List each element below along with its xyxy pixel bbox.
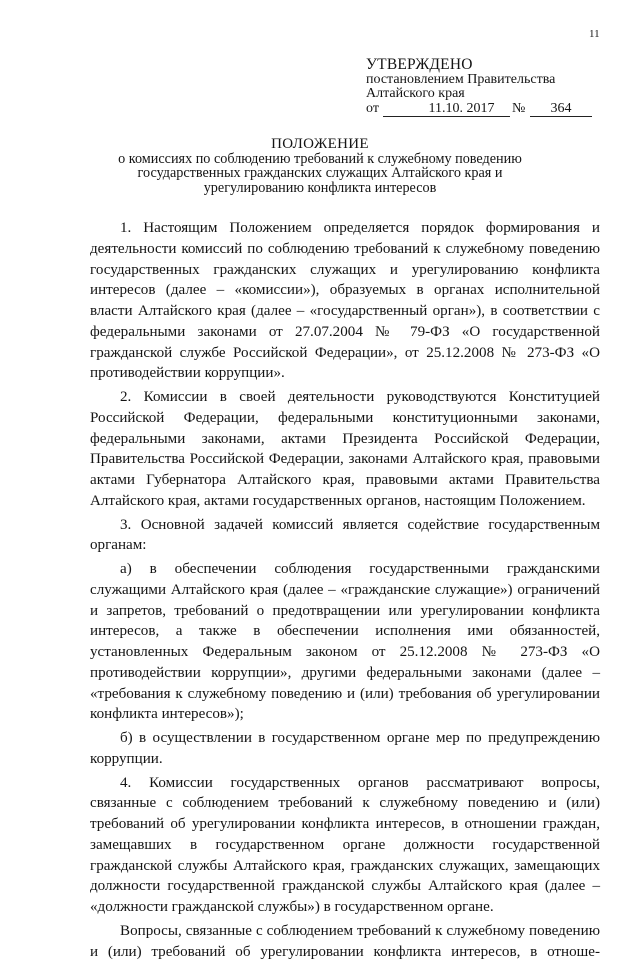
approval-stamp bbox=[366, 56, 616, 119]
number-sign: № bbox=[512, 101, 526, 116]
title-heading: ПОЛОЖЕНИЕ bbox=[271, 136, 369, 152]
approval-heading: УТВЕРЖДЕНО bbox=[366, 56, 473, 73]
approval-number: 364 bbox=[530, 101, 592, 117]
page-number: 11 bbox=[589, 28, 600, 40]
date-prefix: от bbox=[366, 101, 379, 116]
paragraph-3b: б) в осуществлении в государственном органе мер по предупреждению коррупции. bbox=[90, 730, 600, 767]
paragraph-3: 3. Основной задачей комиссий является содействие государственным органам: bbox=[90, 516, 600, 554]
paragraph-3a: а) в обеспечении соблюдения государственными гражданскими служащими Алтайского края (далее – «гражданские служащие») ограничений и запретов, требований о предотвращении или урегулировании конфликта интересов, а также в обеспечении исполнения ими обязанностей, установленных Федеральным законом от 25.12.2008 № 273-ФЗ «О противодействии коррупции», другими федеральными законами (далее – «требования к служебному поведению и (или) требования об урегулировании конфликта интересов»); bbox=[90, 561, 600, 723]
title-subtitle-line: урегулированию конфликта интересов bbox=[203, 179, 437, 196]
approval-line-2: Алтайского края bbox=[366, 86, 465, 101]
paragraph-1: 1. Настоящим Положением определяется порядок формирования и деятельности комиссий по соблюдению требований к служебному поведению государственных гражданских служащих и урегулированию конфликта интересов (далее – «комиссии»), образуемых в органах исполнительной власти Алтайского края (далее – «государственный орган»), в соответствии с федеральными законами от 27.07.2004 № 79-ФЗ «О государственной гражданской службе Российской Федерации», от 25.12.2008 № 273-ФЗ «О противодействии коррупции». bbox=[90, 220, 600, 382]
paragraph-2: 2. Комиссии в своей деятельности руководствуются Конституцией Российской Федерации, федеральными конституционными законами, федеральными законами, актами Президента Российской Федерации, Правительства Российской Федерации, законами Алтайского края, правовыми актами Губернатора Алтайского края, правовыми актами Правительства Алтайского края, актами государственных органов, настоящим Положением. bbox=[90, 389, 600, 509]
approval-date: 11.10. 2017 bbox=[383, 101, 510, 117]
document-title bbox=[0, 137, 640, 195]
title-subtitle-line: государственных гражданских служащих Алтайского края и bbox=[137, 165, 503, 182]
document-body bbox=[90, 218, 600, 962]
paragraph-5: Вопросы, связанные с соблюдением требований к служебному поведению и (или) требований об урегулировании конфликта интересов, в отноше- bbox=[90, 922, 600, 960]
approval-line-1: постановлением Правительства bbox=[366, 72, 556, 87]
paragraph-4: 4. Комиссии государственных органов рассматривают вопросы, связанные с соблюдением требований к служебному поведению и (или) требований об урегулировании конфликта интересов, в отношении граждан, замещавших в государственном органе должности государственной гражданской службы Алтайского края, гражданских служащих, замещающих должности государственной гражданской службы Алтайского края (далее – «должности гражданской службы») в государственном органе. bbox=[90, 774, 600, 915]
title-subtitle-line: о комиссиях по соблюдению требований к служебному поведению bbox=[118, 151, 522, 167]
approval-date-line bbox=[366, 101, 616, 119]
